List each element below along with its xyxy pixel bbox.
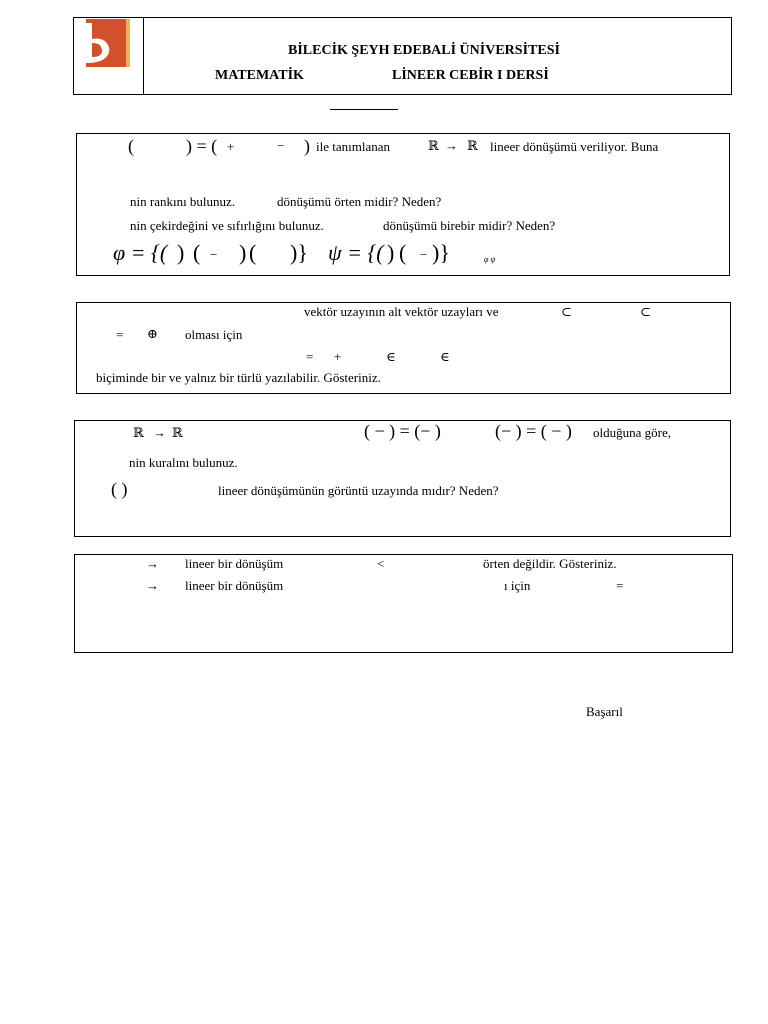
q1-phi-psi-label: φ ψ (484, 255, 496, 264)
university-name: BİLECİK ŞEYH EDEBALİ ÜNİVERSİTESİ (288, 43, 560, 58)
q4-less-than: < (377, 556, 385, 571)
q3-equation-1: ( − ) = (− ) (364, 421, 441, 441)
q3-equation-2: (− ) = ( − ) (495, 421, 572, 441)
q3-paren: ( ) (111, 479, 128, 499)
q2-plus: + (334, 349, 342, 364)
q1-rank-text: nin rankını bulunuz. (130, 194, 236, 209)
q2-element-of-1: ∈ (386, 349, 396, 364)
q3-domain-R: ℝ (133, 425, 144, 440)
university-logo-icon (82, 19, 130, 67)
q1-domain-R: ℝ (428, 138, 439, 153)
q2-line4-text: biçiminde bir ve yalnız bir türlü yazılabilir. Gösteriniz. (96, 370, 381, 385)
q2-direct-sum: ⊕ (147, 326, 158, 341)
success-text: Başarıl (586, 704, 623, 719)
q4-arrow-2: → (146, 578, 159, 593)
q3-rule-text: nin kuralını bulunuz. (129, 455, 238, 470)
q1-psi-p1: ) (387, 240, 395, 265)
q1-phi-set-close: )} (290, 240, 308, 265)
q1-paren-open: ( (128, 136, 134, 156)
question-4-box (74, 554, 733, 653)
q1-psi-p2: ( (399, 240, 407, 265)
q1-plus: + (227, 139, 235, 154)
q3-codomain-R: ℝ (172, 425, 183, 440)
q1-minus: − (277, 138, 285, 153)
q1-defined-text: ile tanımlanan (316, 139, 391, 154)
q1-given-text: lineer dönüşümü veriliyor. Buna (490, 139, 659, 154)
q2-element-of-2: ∈ (440, 349, 450, 364)
q1-phi-p1: ) (177, 240, 185, 265)
q1-phi-minus: − (210, 247, 218, 262)
course-name: LİNEER CEBİR I DERSİ (392, 68, 549, 83)
question-1-box (76, 133, 730, 276)
q1-codomain-R: ℝ (467, 138, 478, 153)
name-underline (330, 109, 398, 110)
q3-image-text: lineer dönüşümünün görüntü uzayında mıdır? Neden? (218, 483, 499, 498)
question-2-box (76, 302, 731, 394)
q4-not-onto-text: örten değildir. Gösteriniz. (483, 556, 617, 571)
q2-equals: = (116, 327, 124, 342)
q4-icin-text: ı için (504, 578, 531, 593)
q1-arrow: → (445, 138, 458, 153)
q2-equals-2: = (306, 349, 314, 364)
q1-paren-eq: ) = ( (186, 136, 218, 156)
q1-paren-close: ) (304, 136, 310, 156)
q4-arrow-1: → (146, 556, 159, 571)
q1-kernel-text: nin çekirdeğini ve sıfırlığını bulunuz. (130, 218, 324, 233)
q2-for-text: olması için (185, 327, 243, 342)
q3-arrow: → (153, 425, 166, 440)
q1-psi-set-open: ψ = {( (328, 240, 384, 265)
q4-equals: = (616, 578, 624, 593)
q1-oneone-text: dönüşümü birebir midir? Neden? (383, 218, 556, 233)
q3-given-text: olduğuna göre, (593, 425, 671, 440)
question-3-box (74, 420, 731, 537)
q2-line1-text: vektör uzayının alt vektör uzayları ve (304, 304, 499, 319)
header-box (73, 17, 732, 95)
q1-phi-p4: ( (249, 240, 257, 265)
q2-subset-2: ⊂ (640, 304, 651, 319)
q4-linear-map-2: lineer bir dönüşüm (185, 578, 284, 593)
q4-linear-map-1: lineer bir dönüşüm (185, 556, 284, 571)
q2-subset-1: ⊂ (561, 304, 572, 319)
q1-psi-set-close: )} (432, 240, 450, 265)
department-name: MATEMATİK (215, 68, 304, 83)
q1-phi-p3: ) (239, 240, 247, 265)
q1-phi-p2: ( (193, 240, 201, 265)
q1-phi-set-open: φ = {( (113, 240, 168, 265)
q1-onto-text: dönüşümü örten midir? Neden? (277, 194, 442, 209)
q1-psi-minus: − (420, 247, 428, 262)
